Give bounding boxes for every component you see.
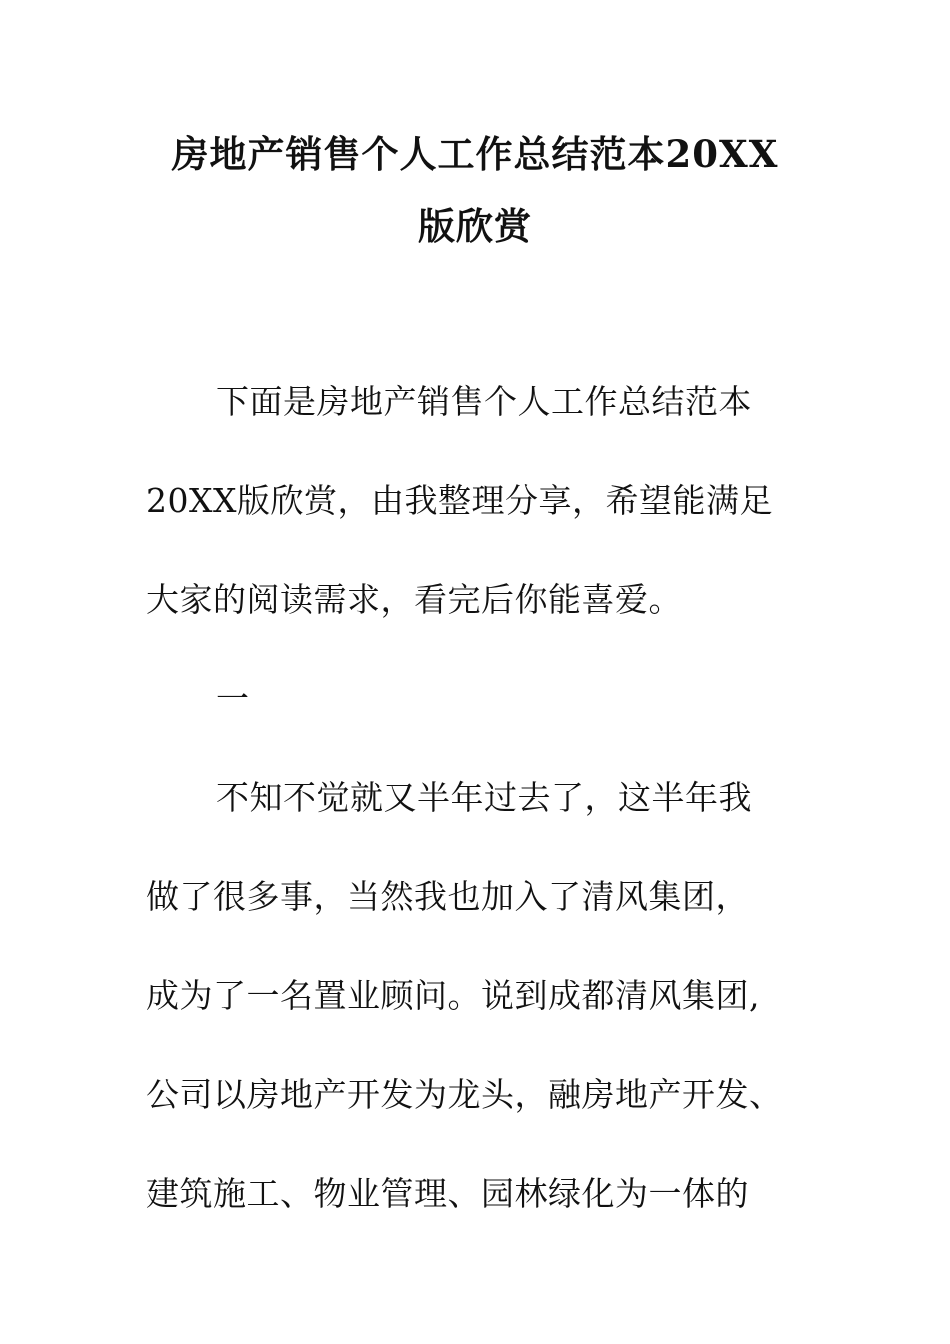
paragraph-line: 公司以房地产开发为龙头，融房地产开发、 (146, 1075, 783, 1114)
paragraph-line: 做了很多事，当然我也加入了清风集团， (146, 877, 749, 916)
section-number: 一 (216, 679, 250, 718)
document-title-line-2: 版欣赏 (418, 204, 532, 248)
document-title-line-1: 房地产销售个人工作总结范本20XX (171, 132, 779, 176)
paragraph-line: 不知不觉就又半年过去了，这半年我 (216, 778, 752, 817)
paragraph-line: 大家的阅读需求，看完后你能喜爱。 (146, 580, 682, 619)
paragraph-line: 20XX版欣赏，由我整理分享，希望能满足 (146, 481, 773, 520)
paragraph-line: 下面是房地产销售个人工作总结范本 (216, 382, 752, 421)
paragraph-line: 建筑施工、物业管理、园林绿化为一体的 (146, 1174, 749, 1213)
paragraph-line: 成为了一名置业顾问。说到成都清风集团, (146, 976, 760, 1015)
